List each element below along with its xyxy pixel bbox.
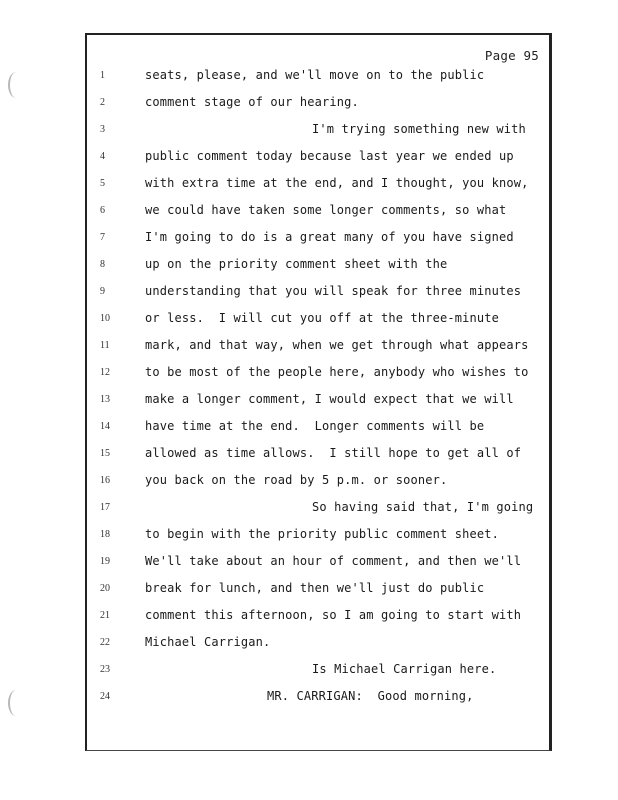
- transcript-line: So having said that, I'm going: [312, 500, 534, 514]
- line-number: 16: [100, 475, 110, 486]
- line-number: 24: [100, 691, 110, 702]
- transcript-line: We'll take about an hour of comment, and then we'll: [145, 554, 522, 568]
- transcript-line: I'm going to do is a great many of you have signed: [145, 230, 514, 244]
- line-number: 14: [100, 421, 110, 432]
- page-number: Page 95: [484, 48, 539, 63]
- line-number: 20: [100, 583, 110, 594]
- line-number-column: [100, 68, 122, 716]
- line-number: 18: [100, 529, 110, 540]
- transcript-line: have time at the end. Longer comments will be: [145, 419, 485, 433]
- line-number: 11: [100, 340, 110, 351]
- line-number: 19: [100, 556, 110, 567]
- line-number: 12: [100, 367, 110, 378]
- transcript-line: up on the priority comment sheet with the: [145, 257, 448, 271]
- transcript-line: seats, please, and we'll move on to the public: [145, 68, 485, 82]
- line-number: 7: [100, 232, 105, 243]
- binder-hole-mark-bottom: [8, 690, 24, 716]
- transcript-line: with extra time at the end, and I thought, you know,: [145, 176, 529, 190]
- line-number: 22: [100, 637, 110, 648]
- line-number: 15: [100, 448, 110, 459]
- transcript-line: comment stage of our hearing.: [145, 95, 359, 109]
- line-number: 23: [100, 664, 110, 675]
- line-number: 1: [100, 70, 105, 81]
- transcript-line: Michael Carrigan.: [145, 635, 271, 649]
- transcript-line: make a longer comment, I would expect that we will: [145, 392, 514, 406]
- line-number: 2: [100, 97, 105, 108]
- line-number: 9: [100, 286, 105, 297]
- line-number: 5: [100, 178, 105, 189]
- transcript-line: to begin with the priority public comment sheet.: [145, 527, 499, 541]
- transcript-line: Is Michael Carrigan here.: [312, 662, 497, 676]
- binder-hole-mark-top: [8, 72, 24, 98]
- transcript-line: comment this afternoon, so I am going to start with: [145, 608, 522, 622]
- line-number: 4: [100, 151, 105, 162]
- transcript-line: understanding that you will speak for three minutes: [145, 284, 522, 298]
- line-number: 6: [100, 205, 105, 216]
- transcript-line: I'm trying something new with: [312, 122, 526, 136]
- line-number: 8: [100, 259, 105, 270]
- line-number: 3: [100, 124, 105, 135]
- transcript-line: to be most of the people here, anybody who wishes to: [145, 365, 529, 379]
- transcript-line: you back on the road by 5 p.m. or sooner.: [145, 473, 448, 487]
- line-number: 10: [100, 313, 110, 324]
- transcript-line-speaker: MR. CARRIGAN: Good morning,: [267, 689, 474, 703]
- transcript-line: break for lunch, and then we'll just do public: [145, 581, 485, 595]
- transcript-line: public comment today because last year we ended up: [145, 149, 514, 163]
- transcript-text-column: [145, 68, 545, 716]
- transcript-line: or less. I will cut you off at the three-minute: [145, 311, 499, 325]
- line-number: 17: [100, 502, 110, 513]
- transcript-line: allowed as time allows. I still hope to get all of: [145, 446, 522, 460]
- transcript-line: mark, and that way, when we get through what appears: [145, 338, 529, 352]
- line-number: 13: [100, 394, 110, 405]
- line-number: 21: [100, 610, 110, 621]
- transcript-line: we could have taken some longer comments, so what: [145, 203, 507, 217]
